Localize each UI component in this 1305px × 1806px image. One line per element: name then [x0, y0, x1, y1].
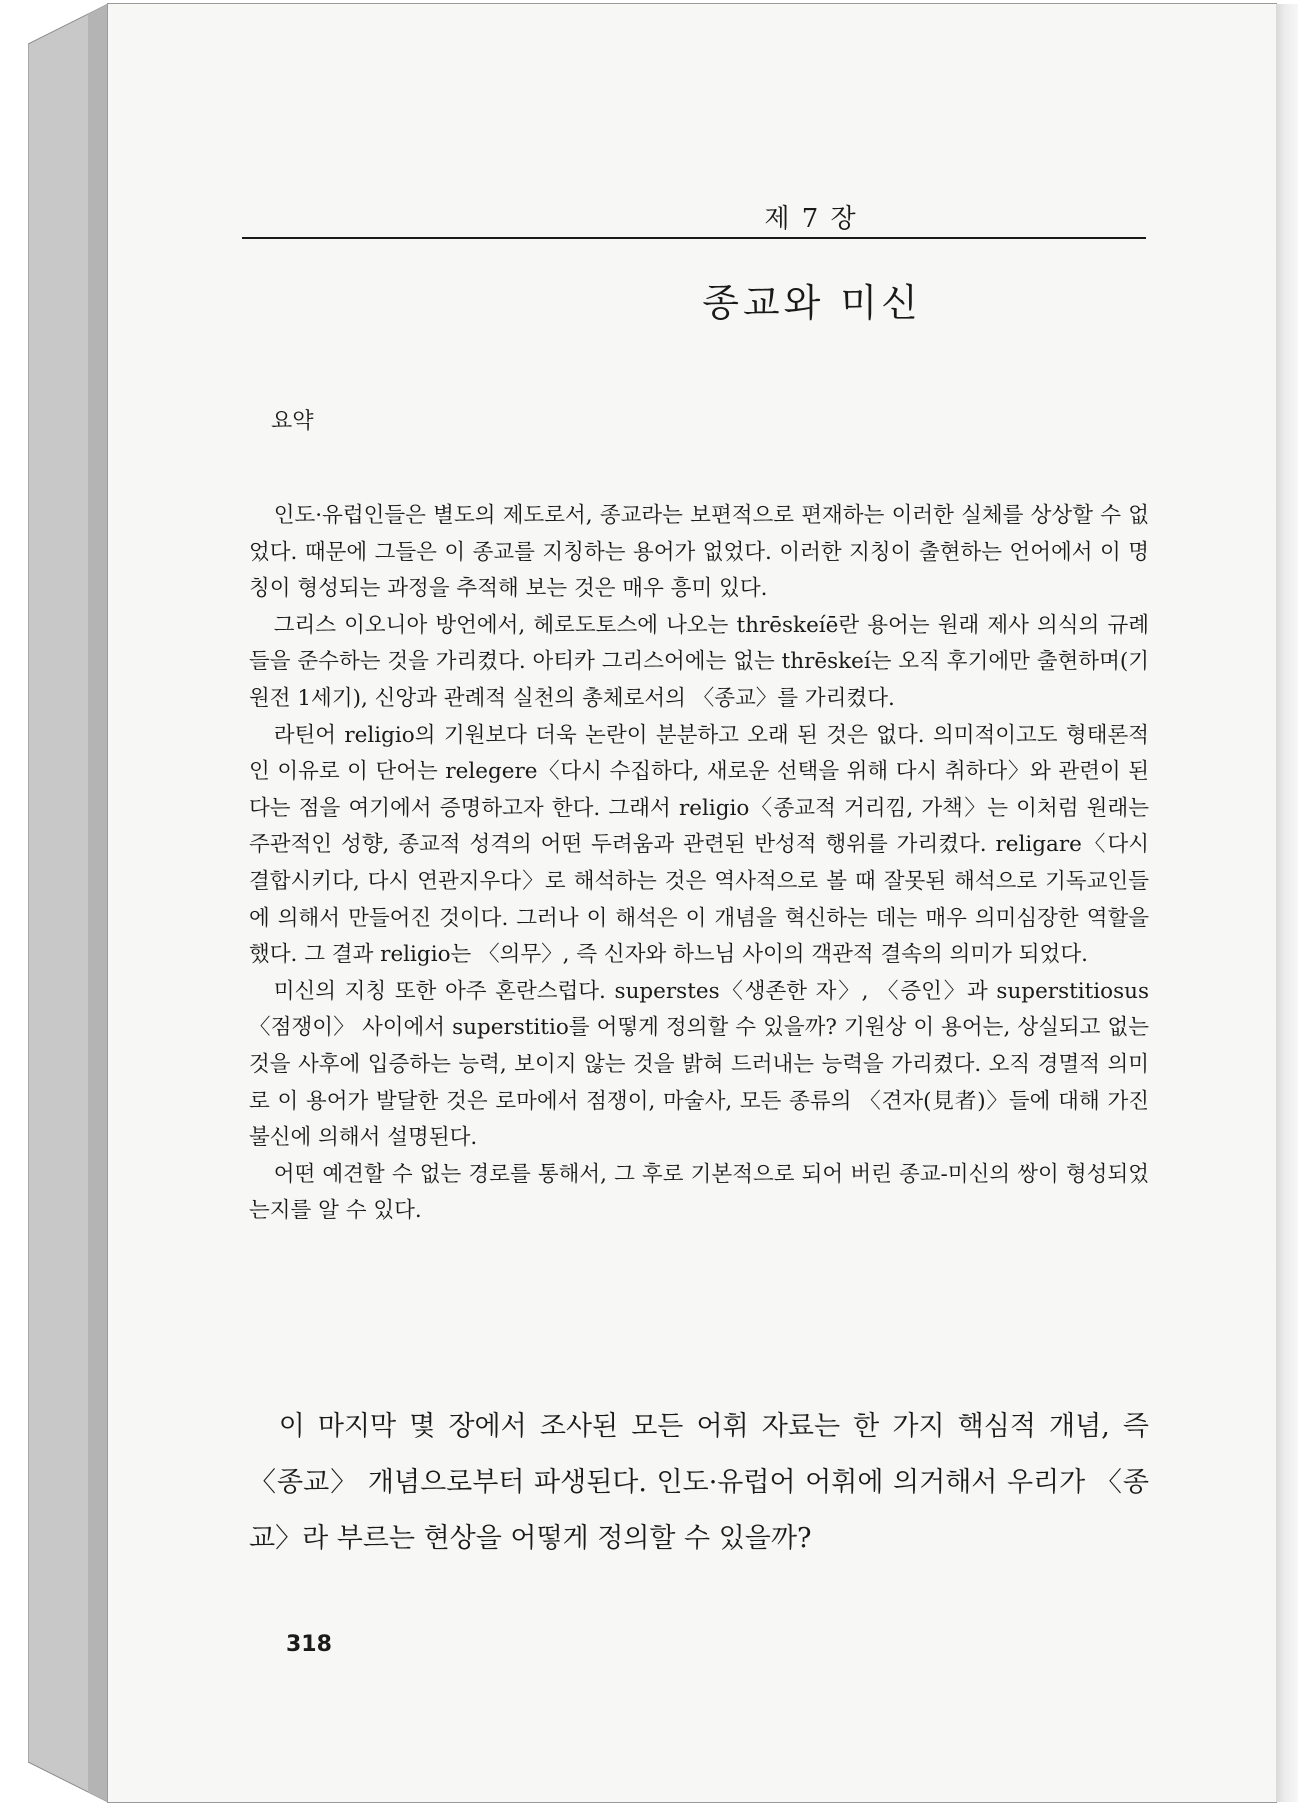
abstract-paragraph: 인도·유럽인들은 별도의 제도로서, 종교라는 보편적으로 편재하는 이러한 실체를 상상할 수 없었다. 때문에 그들은 이 종교를 지칭하는 용어가 없었다. 이러한 지칭이 출현하는 언어에서 이 명칭이 형성되는 과정을 추적해 보는 것은 매우 흥미 있다. [249, 503, 1149, 602]
abstract-paragraph: 어떤 예견할 수 없는 경로를 통해서, 그 후로 기본적으로 되어 버린 종교-미신의 쌍이 형성되었는지를 알 수 있다. [249, 1161, 1149, 1224]
page-number: 318 [286, 1632, 332, 1657]
lead-paragraph: 이 마지막 몇 장에서 조사된 모든 어휘 자료는 한 가지 핵심적 개념, 즉 〈종교〉 개념으로부터 파생된다. 인도·유럽어 어휘에 의거해서 우리가 〈종교〉라 부르는 현상을 어떻게 정의할 수 있을까? [249, 1411, 1149, 1554]
chapter-title: 종교와 미신 [702, 281, 922, 326]
book-spine [28, 0, 108, 1806]
abstract-paragraph: 그리스 이오니아 방언에서, 헤로도토스에 나오는 thrēskeíē란 용어는 원래 제사 의식의 규례들을 준수하는 것을 가리켰다. 아티카 그리스어에는 없는 thrēskeí는 오직 후기에만 출현하며(기원전 1세기), 신앙과 관례적 실천의 총체로서의 〈종교〉를 가리켰다. [249, 612, 1149, 711]
abstract-body [249, 498, 1149, 1230]
page-edge-shadow [1276, 4, 1298, 1802]
book-page [108, 4, 1276, 1802]
abstract-paragraph: 라틴어 religio의 기원보다 더욱 논란이 분분하고 오래 된 것은 없다. 의미적이고도 형태론적인 이유로 이 단어는 relegere〈다시 수집하다, 새로운 선택을 위해 다시 취하다〉와 관련이 된다는 점을 여기에서 증명하고자 한다. 그래서 religio〈종교적 거리낌, 가책〉는 이처럼 원래는 주관적인 성향, 종교적 성격의 어떤 두려움과 관련된 반성적 행위를 가리켰다. religare〈다시 결합시키다, 다시 연관지우다〉로 해석하는 것은 역사적으로 볼 때 잘못된 해석으로 기독교인들에 의해서 만들어진 것이다. 그러나 이 해석은 이 개념을 혁신하는 데는 매우 의미심장한 역할을 했다. 그 결과 religio는 〈의무〉, 즉 신자와 하느님 사이의 객관적 결속의 의미가 되었다. [249, 722, 1149, 968]
abstract-label: 요약 [271, 409, 314, 434]
abstract-paragraph: 미신의 지칭 또한 아주 혼란스럽다. superstes〈생존한 자〉, 〈증인〉과 superstitiosus〈점쟁이〉 사이에서 superstitio를 어떻게 정의할 수 있을까? 기원상 이 용어는, 상실되고 없는 것을 사후에 입증하는 능력, 보이지 않는 것을 밝혀 드러내는 능력을 가리켰다. 오직 경멸적 의미로 이 용어가 발달한 것은 로마에서 점쟁이, 마술사, 모든 종류의 〈견자(見者)〉들에 대해 가진 불신에 의해서 설명된다. [249, 978, 1149, 1151]
chapter-number: 제 7 장 [764, 204, 858, 234]
chapter-divider [242, 237, 1146, 239]
